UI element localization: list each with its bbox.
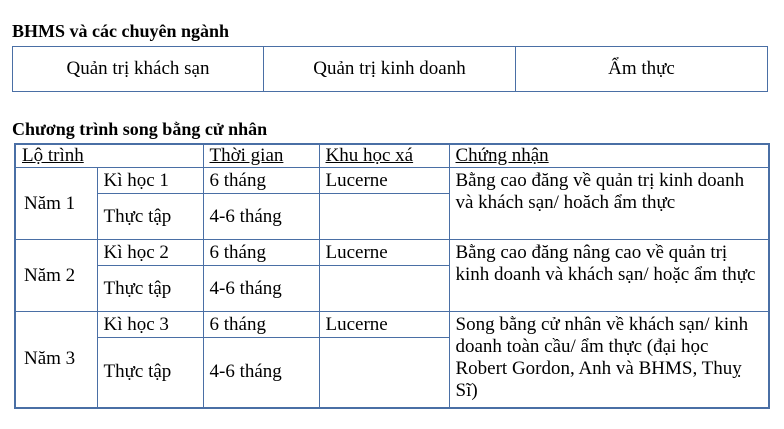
majors-row bbox=[13, 47, 768, 92]
semester-duration: 6 tháng bbox=[203, 168, 319, 194]
table-row bbox=[15, 312, 769, 338]
year-label: Năm 2 bbox=[15, 240, 97, 312]
internship-duration: 4-6 tháng bbox=[203, 338, 319, 408]
year-label: Năm 1 bbox=[15, 168, 97, 240]
table-row bbox=[15, 240, 769, 266]
major-culinary: Ẩm thực bbox=[516, 47, 768, 92]
semester-label: Kì học 3 bbox=[97, 312, 203, 338]
internship-label: Thực tập bbox=[97, 338, 203, 408]
section-title-majors: BHMS và các chuyên ngành bbox=[12, 21, 230, 41]
major-business: Quản trị kinh doanh bbox=[264, 47, 516, 92]
campus-empty bbox=[319, 266, 449, 312]
semester-duration: 6 tháng bbox=[203, 240, 319, 266]
table-header-row bbox=[15, 144, 769, 168]
internship-label: Thực tập bbox=[97, 266, 203, 312]
table-row bbox=[15, 168, 769, 194]
semester-label: Kì học 1 bbox=[97, 168, 203, 194]
campus-empty bbox=[319, 194, 449, 240]
internship-label: Thực tập bbox=[97, 194, 203, 240]
major-hospitality: Quản trị khách sạn bbox=[13, 47, 264, 92]
internship-duration: 4-6 tháng bbox=[203, 266, 319, 312]
header-campus: Khu học xá bbox=[325, 145, 414, 166]
header-pathway: Lộ trình bbox=[22, 145, 84, 166]
campus: Lucerne bbox=[319, 240, 449, 266]
header-certificate: Chứng nhận bbox=[455, 145, 549, 166]
year-label: Năm 3 bbox=[15, 312, 97, 408]
certificate: Song bằng cử nhân về khách sạn/ kinh doanh toàn cầu/ ẩm thực (đại học Robert Gordon, Anh và BHMS, Thuỵ Sĩ) bbox=[449, 312, 769, 408]
header-duration: Thời gian bbox=[209, 145, 284, 166]
certificate: Bằng cao đăng nâng cao về quản trị kinh doanh và khách sạn/ hoặc ẩm thực bbox=[449, 240, 769, 312]
certificate: Bằng cao đăng về quản trị kinh doanh và khách sạn/ hoăch ẩm thực bbox=[449, 168, 769, 240]
campus: Lucerne bbox=[319, 168, 449, 194]
majors-table bbox=[12, 46, 768, 92]
campus: Lucerne bbox=[319, 312, 449, 338]
program-table bbox=[14, 143, 770, 409]
semester-label: Kì học 2 bbox=[97, 240, 203, 266]
campus-empty bbox=[319, 338, 449, 408]
section-title-program: Chương trình song bằng cử nhân bbox=[12, 119, 268, 139]
internship-duration: 4-6 tháng bbox=[203, 194, 319, 240]
semester-duration: 6 tháng bbox=[203, 312, 319, 338]
